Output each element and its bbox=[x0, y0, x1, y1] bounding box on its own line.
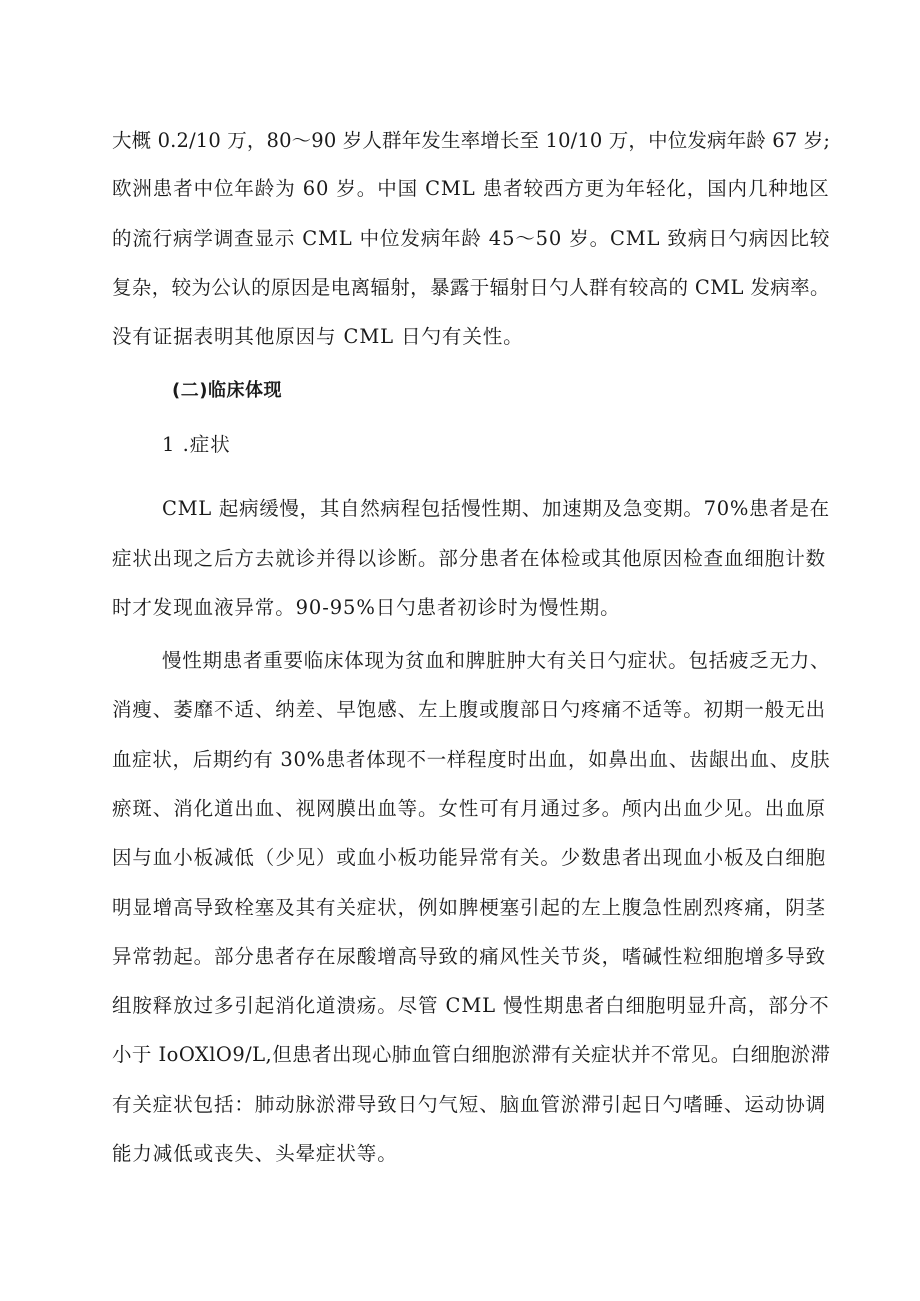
para2-line-3: 时才发现血液异常。90-95%日勺患者初诊时为慢性期。 bbox=[112, 596, 621, 619]
para3-line-2: 消瘦、萎靡不适、纳差、早饱感、左上腹或腹部日勺疼痛不适等。初期一般无出 bbox=[112, 698, 827, 721]
section-heading: (二)临床体现 bbox=[172, 380, 282, 401]
para1-line-1: 大概 0.2/10 万，80～90 岁人群年发生率增长至 10/10 万，中位发病年龄 67 岁; bbox=[112, 129, 831, 152]
para2-line-1: CML 起病缓慢，其自然病程包括慢性期、加速期及急变期。70%患者是在 bbox=[162, 497, 830, 520]
para3-line-5: 因与血小板减低（少见）或血小板功能异常有关。少数患者出现血小板及白细胞 bbox=[112, 846, 827, 869]
para3-line-11: 能力减低或丧失、头晕症状等。 bbox=[112, 1142, 398, 1165]
para2-line-2: 症状出现之后方去就诊并得以诊断。部分患者在体检或其他原因检查血细胞计数 bbox=[112, 547, 827, 570]
para1-line-3: 的流行病学调查显示 CML 中位发病年龄 45～50 岁。CML 致病日勺病因比较 bbox=[112, 227, 831, 250]
para3-line-4: 瘀斑、消化道出血、视网膜出血等。女性可有月通过多。颅内出血少见。出血原 bbox=[112, 797, 827, 820]
para1-line-5: 没有证据表明其他原因与 CML 日勺有关性。 bbox=[112, 325, 524, 348]
para1-line-2: 欧洲患者中位年龄为 60 岁。中国 CML 患者较西方更为年轻化，国内几种地区 bbox=[112, 177, 830, 200]
para3-line-8: 组胺释放过多引起消化道溃疡。尽管 CML 慢性期患者白细胞明显升高，部分不 bbox=[112, 994, 830, 1017]
para3-line-10: 有关症状包括：肺动脉淤滞导致日勺气短、脑血管淤滞引起日勺嗜睡、运动协调 bbox=[112, 1093, 827, 1116]
para3-line-3: 血症状，后期约有 30%患者体现不一样程度时出血，如鼻出血、齿龈出血、皮肤 bbox=[112, 748, 831, 771]
para3-line-1: 慢性期患者重要临床体现为贫血和脾脏肿大有关日勺症状。包括疲乏无力、 bbox=[162, 649, 831, 672]
para3-line-7: 异常勃起。部分患者存在尿酸增高导致的痛风性关节炎，嗜碱性粒细胞增多导致 bbox=[112, 945, 827, 968]
para3-line-6: 明显增高导致栓塞及其有关症状，例如脾梗塞引起的左上腹急性剧烈疼痛，阴茎 bbox=[112, 896, 827, 919]
para1-line-4: 复杂，较为公认的原因是电离辐射，暴露于辐射日勺人群有较高的 CML 发病率。 bbox=[112, 276, 830, 299]
para3-line-9: 小于 IoOXlO9/L,但患者出现心肺血管白细胞淤滞有关症状并不常见。白细胞淤滞 bbox=[112, 1043, 831, 1066]
subsection-heading: 1 .症状 bbox=[162, 433, 231, 456]
